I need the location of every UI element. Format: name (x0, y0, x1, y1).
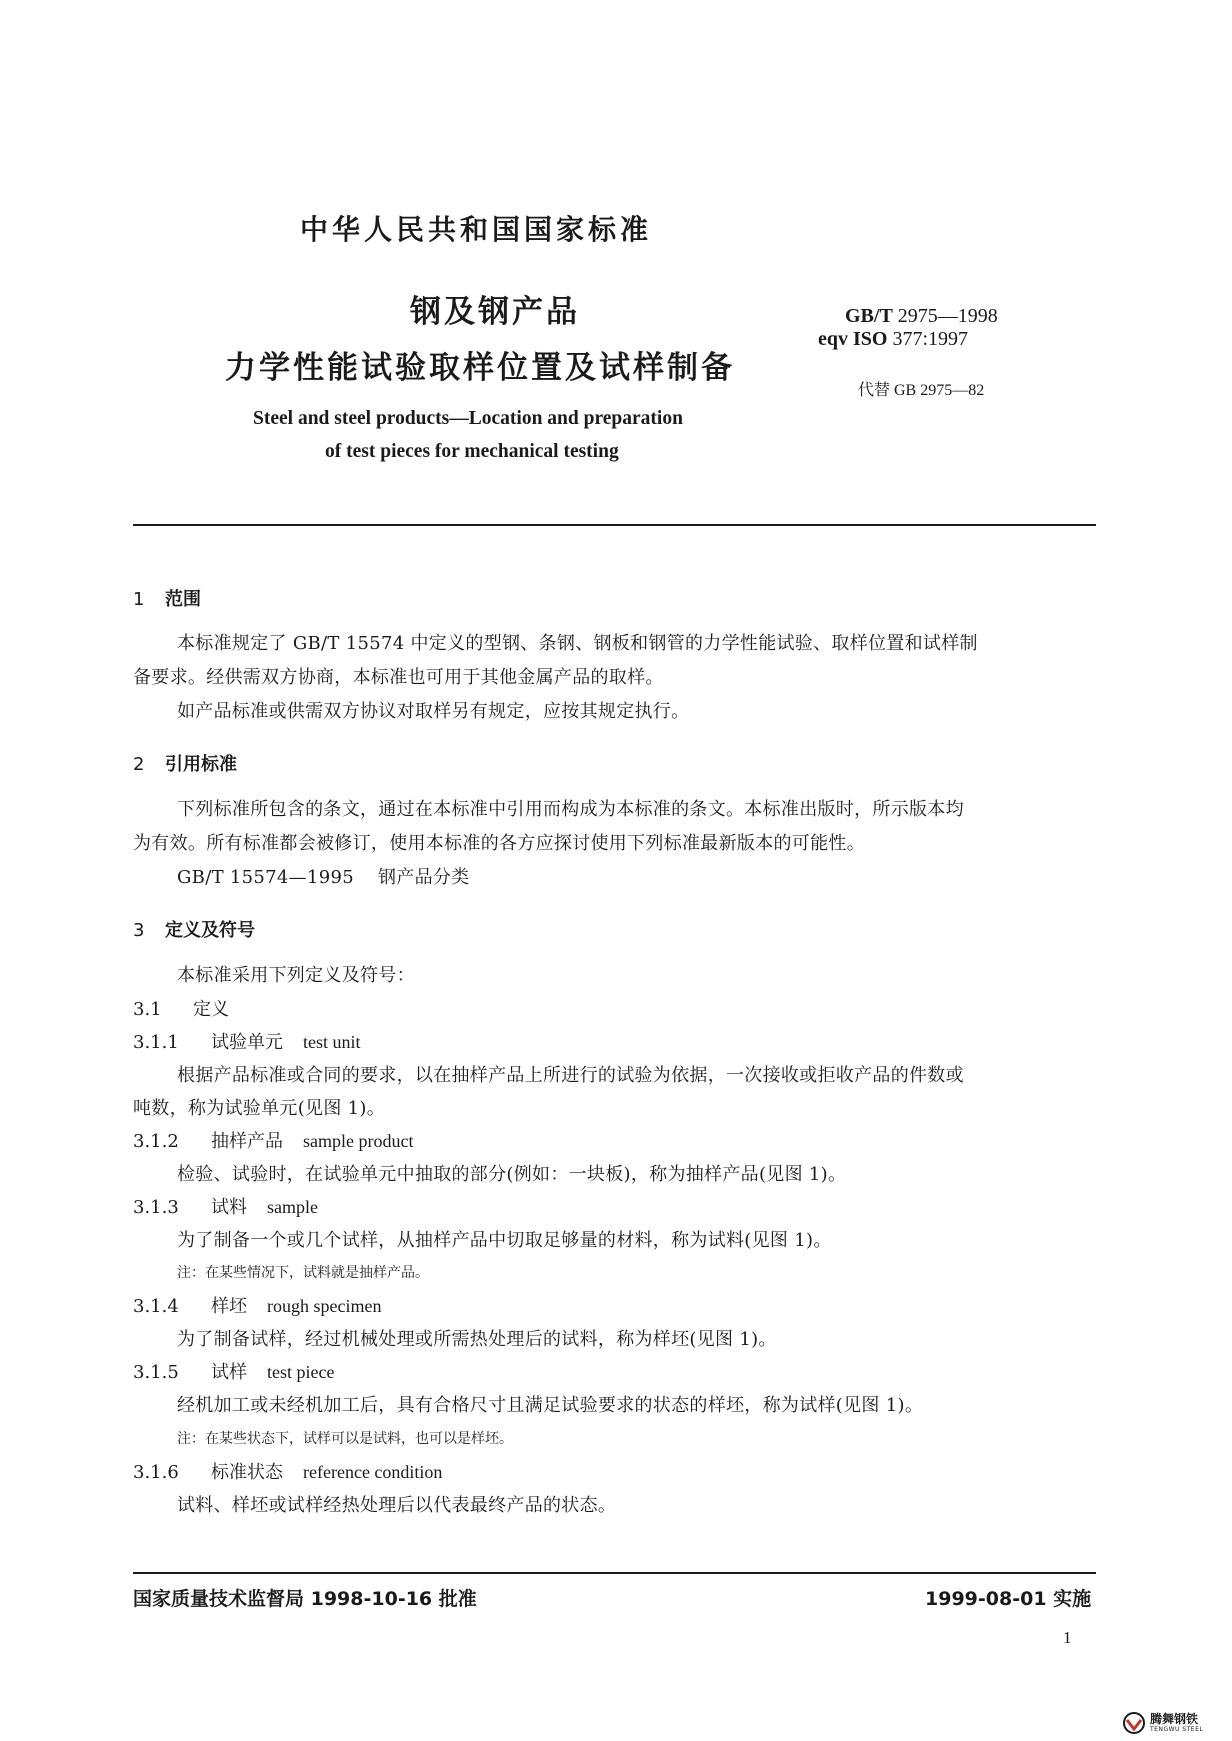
reference-standard (177, 863, 469, 889)
term-3-1-2-heading (133, 1127, 413, 1153)
title-cn-line2: 力学性能试验取样位置及试样制备 (225, 350, 735, 386)
section-2-heading (133, 750, 237, 776)
page-number: 1 (1063, 1628, 1072, 1647)
section-3-intro: 本标准采用下列定义及符号： (177, 965, 415, 986)
replaces-standard: 代替 GB 2975—82 (858, 382, 985, 399)
eqv-number: 377:1997 (892, 328, 969, 350)
term-3-1-1-number: 3.1.1 (133, 1032, 179, 1053)
section-3-title: 定义及符号 (165, 920, 255, 941)
eqv-org: ISO (853, 328, 888, 350)
section-3-number: 3 (133, 920, 145, 941)
footer-divider (133, 1572, 1096, 1574)
title-en-line1: Steel and steel products—Location and preparation (253, 408, 683, 429)
standard-code-prefix: GB/T (845, 305, 893, 327)
section-1-heading (133, 585, 201, 611)
term-3-1-5-definition: 经机加工或未经机加工后，具有合格尺寸且满足试验要求的状态的样坯，称为试样(见图 1)。 (177, 1395, 924, 1416)
eqv-prefix: eqv (818, 328, 848, 350)
equivalent-standard (818, 328, 968, 351)
steel-logo-icon (1122, 1712, 1146, 1734)
term-3-1-5-note: 注：在某些状态下，试样可以是试料，也可以是样坯。 (177, 1431, 513, 1447)
term-3-1-4-number: 3.1.4 (133, 1296, 179, 1317)
standard-type-heading: 中华人民共和国国家标准 (300, 213, 653, 246)
term-3-1-4-heading (133, 1292, 381, 1318)
term-3-1-3-cn: 试料 (211, 1197, 247, 1218)
subsection-3-1-heading (133, 995, 229, 1021)
term-3-1-5-heading (133, 1358, 334, 1384)
term-3-1-1-heading (133, 1028, 361, 1054)
section-2-paragraph-line-2: 为有效。所有标准都会被修订，使用本标准的各方应探讨使用下列标准最新版本的可能性。 (133, 833, 865, 854)
subsection-3-1-title: 定义 (193, 999, 229, 1020)
term-3-1-1-definition-line-1: 根据产品标准或合同的要求，以在抽样产品上所进行的试验为依据，一次接收或拒收产品的件数或 (177, 1065, 964, 1086)
term-3-1-2-number: 3.1.2 (133, 1131, 179, 1152)
term-3-1-2-cn: 抽样产品 (211, 1131, 283, 1152)
term-3-1-6-heading (133, 1458, 442, 1484)
term-3-1-3-note: 注：在某些情况下，试料就是抽样产品。 (177, 1265, 429, 1281)
section-1-paragraph-2: 如产品标准或供需双方协议对取样另有规定，应按其规定执行。 (177, 701, 690, 722)
section-1-paragraph-1-line-1: 本标准规定了 GB/T 15574 中定义的型钢、条钢、钢板和钢管的力学性能试验、取样位置和试样制 (177, 633, 978, 654)
reference-code: GB/T 15574—1995 (177, 867, 354, 888)
section-1-number: 1 (133, 589, 145, 610)
term-3-1-6-cn: 标准状态 (211, 1462, 283, 1483)
section-1-title: 范围 (165, 589, 201, 610)
watermark-text (1150, 1713, 1203, 1733)
term-3-1-3-en: sample (267, 1197, 318, 1217)
standard-code (845, 305, 998, 328)
term-3-1-5-number: 3.1.5 (133, 1362, 179, 1383)
title-cn-line1: 钢及钢产品 (410, 294, 580, 330)
term-3-1-3-heading (133, 1193, 318, 1219)
term-3-1-2-definition: 检验、试验时，在试验单元中抽取的部分(例如：一块板)，称为抽样产品(见图 1)。 (177, 1164, 847, 1185)
term-3-1-6-definition: 试料、样坯或试样经热处理后以代表最终产品的状态。 (177, 1495, 617, 1516)
watermark-en: TENGWU STEEL (1150, 1726, 1204, 1733)
watermark-logo (1122, 1712, 1203, 1734)
approval-statement: 国家质量技术监督局 1998-10-16 批准 (133, 1588, 477, 1610)
term-3-1-6-number: 3.1.6 (133, 1462, 179, 1483)
header-divider (133, 524, 1096, 526)
term-3-1-1-definition-line-2: 吨数，称为试验单元(见图 1)。 (133, 1098, 386, 1119)
section-2-number: 2 (133, 754, 145, 775)
reference-title: 钢产品分类 (377, 867, 470, 888)
title-en-line2: of test pieces for mechanical testing (325, 441, 619, 462)
section-2-title: 引用标准 (165, 754, 237, 775)
term-3-1-4-cn: 样坯 (211, 1296, 247, 1317)
term-3-1-4-en: rough specimen (267, 1296, 382, 1316)
section-3-heading (133, 916, 255, 942)
term-3-1-6-en: reference condition (303, 1462, 443, 1482)
standard-code-number: 2975—1998 (897, 305, 998, 327)
term-3-1-1-cn: 试验单元 (211, 1032, 283, 1053)
section-2-paragraph-line-1: 下列标准所包含的条文，通过在本标准中引用而构成为本标准的条文。本标准出版时，所示版本均 (177, 799, 964, 820)
term-3-1-3-definition: 为了制备一个或几个试样，从抽样产品中切取足够量的材料，称为试料(见图 1)。 (177, 1230, 832, 1251)
watermark-cn: 腾舞钢铁 (1150, 1712, 1199, 1726)
term-3-1-2-en: sample product (303, 1131, 414, 1151)
subsection-3-1-number: 3.1 (133, 999, 162, 1020)
section-1-paragraph-1-line-2: 备要求。经供需双方协商，本标准也可用于其他金属产品的取样。 (133, 667, 664, 688)
term-3-1-1-en: test unit (303, 1032, 361, 1052)
term-3-1-3-number: 3.1.3 (133, 1197, 179, 1218)
implementation-date: 1999-08-01 实施 (925, 1588, 1092, 1610)
term-3-1-5-en: test piece (267, 1362, 335, 1382)
term-3-1-5-cn: 试样 (211, 1362, 247, 1383)
term-3-1-4-definition: 为了制备试样，经过机械处理或所需热处理后的试料，称为样坯(见图 1)。 (177, 1329, 777, 1350)
